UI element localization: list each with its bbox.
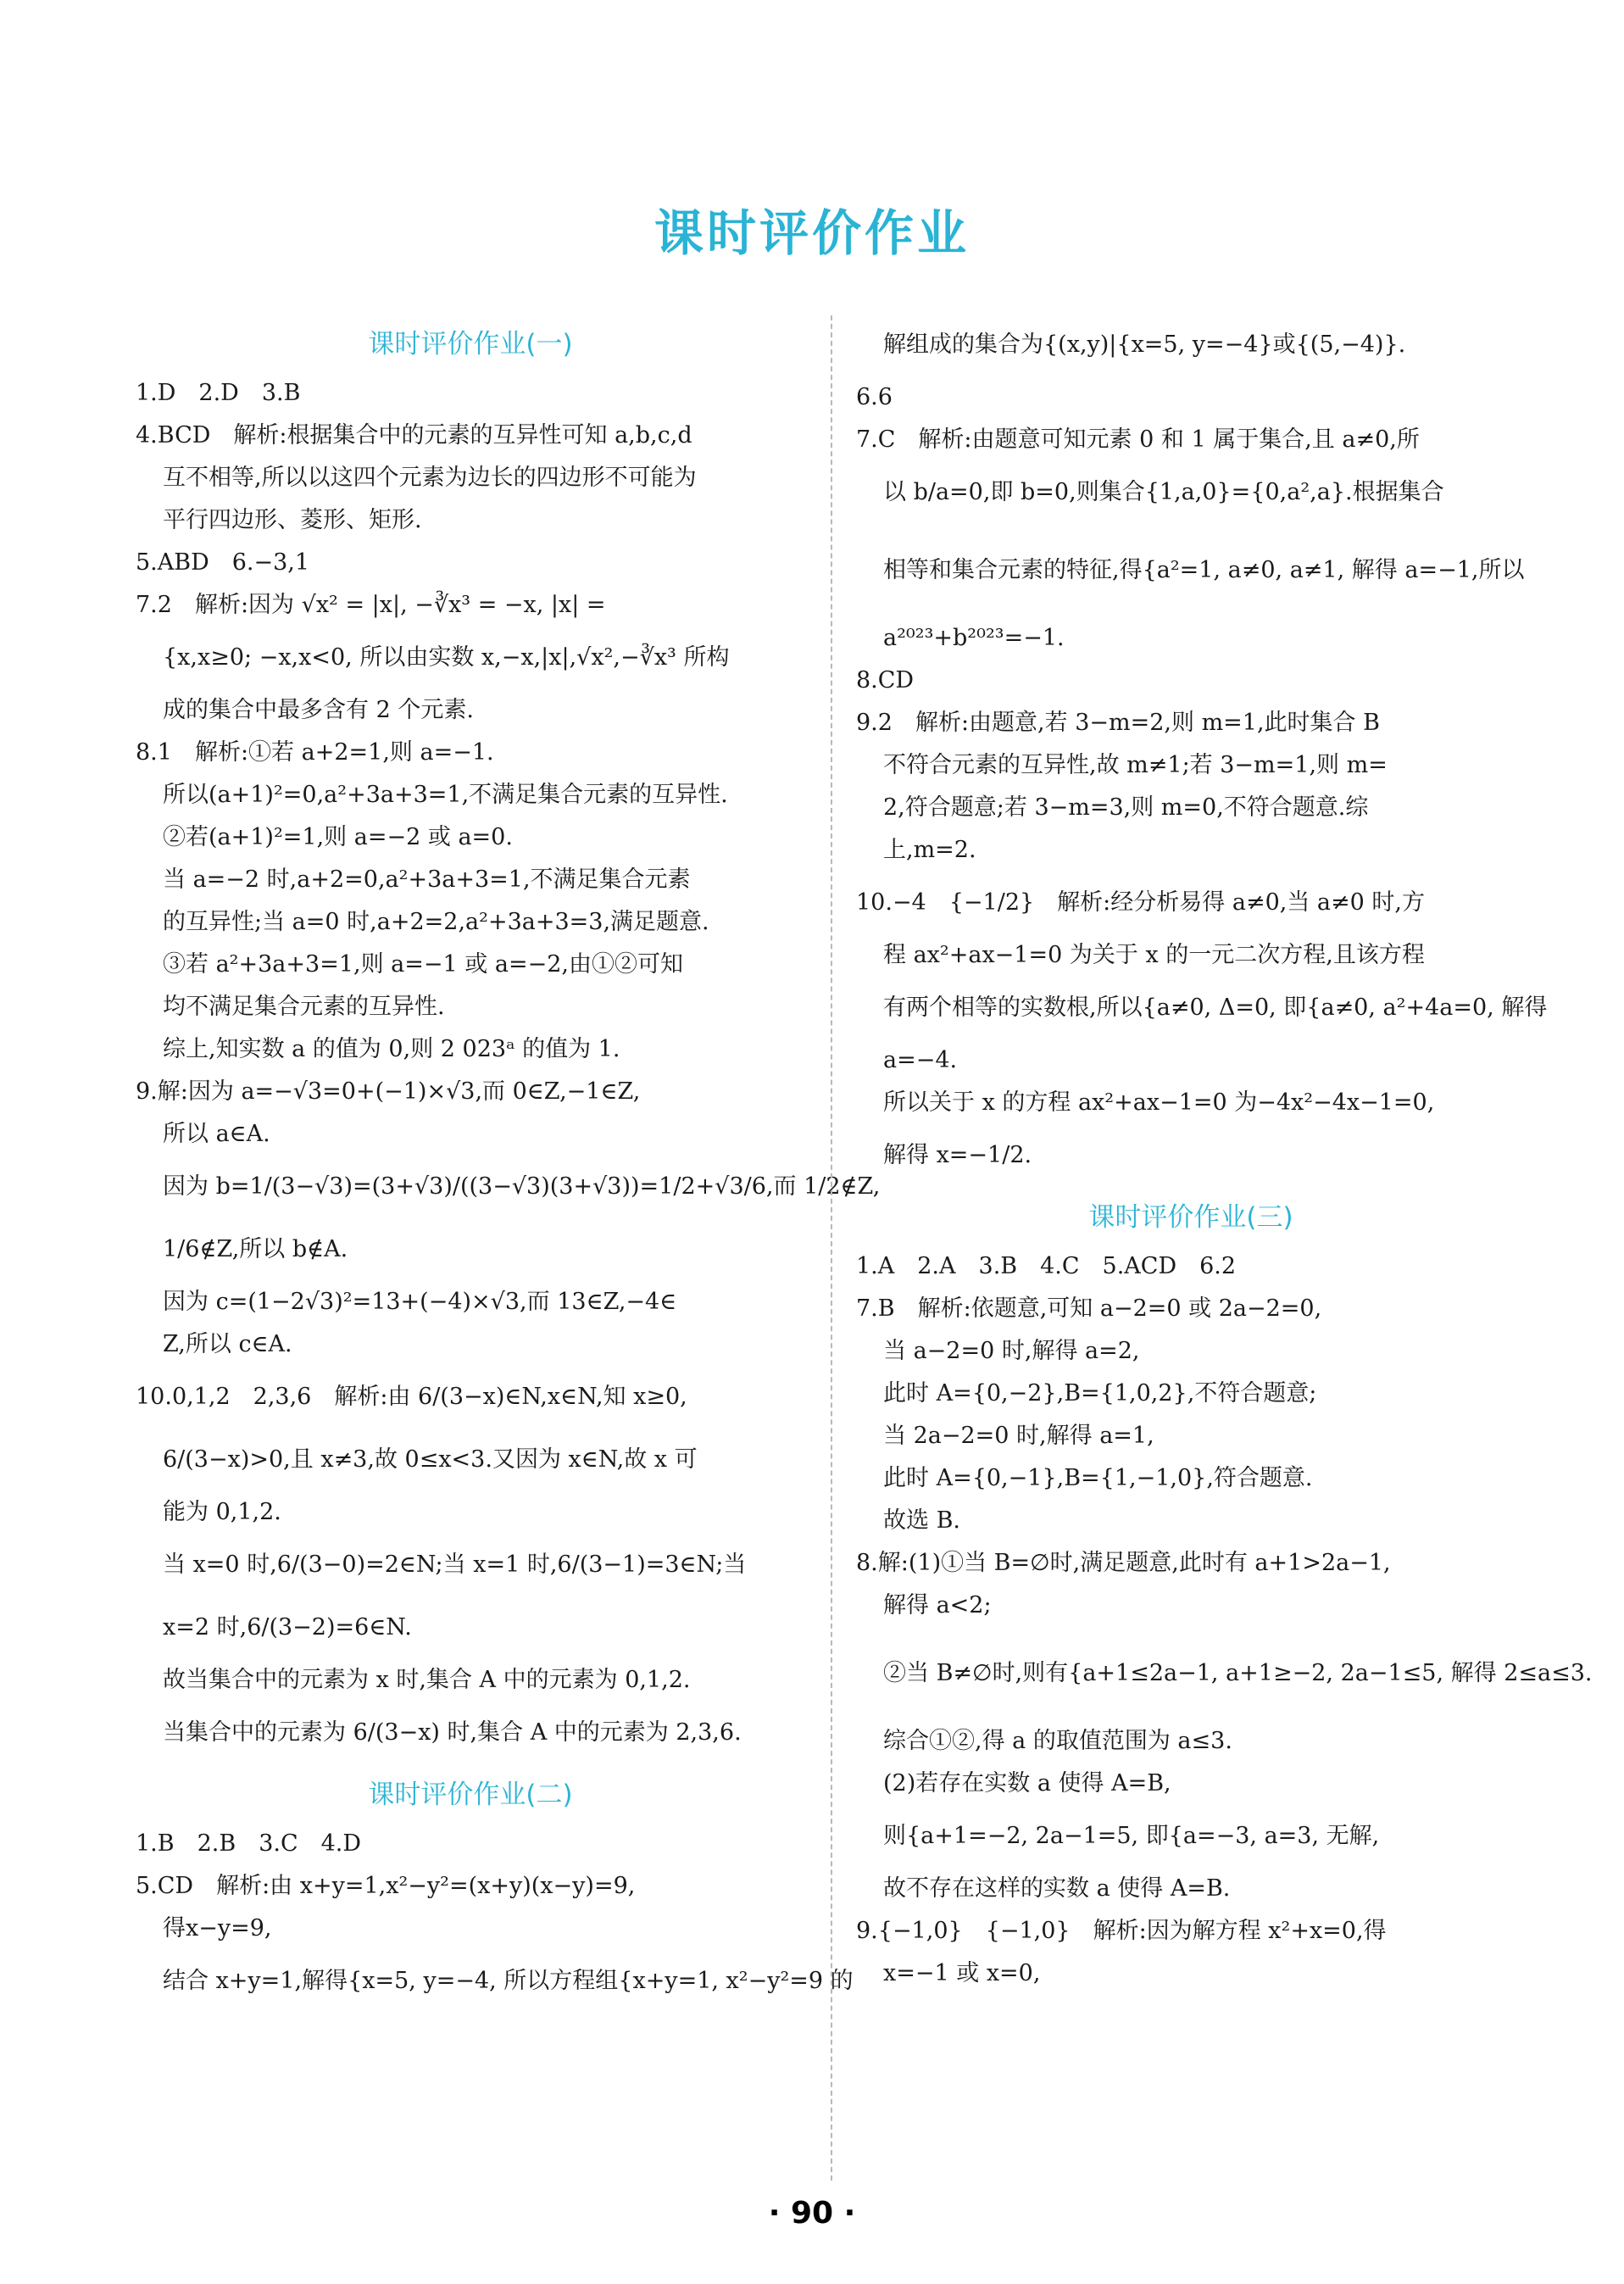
answer-line: 有两个相等的实数根,所以{a≠0, Δ=0, 即{a≠0, a²+4a=0, 解得 (883, 994, 1548, 1021)
answer-line: 所以 a∈A. (163, 1121, 270, 1147)
answer-line: 平行四边形、菱形、矩形. (163, 507, 422, 533)
answer-line: 7.B 解析:依题意,可知 a−2=0 或 2a−2=0, (856, 1295, 1322, 1322)
answer-line: 6/(3−x)>0,且 x≠3,故 0≤x<3.又因为 x∈N,故 x 可 (163, 1446, 698, 1473)
page-number: · 90 · (768, 2196, 856, 2231)
answer-line: 所以(a+1)²=0,a²+3a+3=1,不满足集合元素的互异性. (163, 782, 728, 808)
answer-line: 此时 A={0,−2},B={1,0,2},不符合题意; (883, 1380, 1317, 1407)
answer-line: 当 x=0 时,6/(3−0)=2∈N;当 x=1 时,6/(3−1)=3∈N;当 (163, 1551, 747, 1578)
answer-line: 故选 B. (883, 1507, 961, 1534)
answer-line: a=−4. (883, 1047, 958, 1073)
answer-line: 故当集合中的元素为 x 时,集合 A 中的元素为 0,1,2. (163, 1667, 691, 1693)
answer-line: 9.2 解析:由题意,若 3−m=2,则 m=1,此时集合 B (856, 710, 1380, 736)
answer-line: 所以关于 x 的方程 ax²+ax−1=0 为−4x²−4x−1=0, (883, 1089, 1435, 1116)
section-heading: 课时评价作业(三) (1088, 1202, 1293, 1233)
answer-line: 10.−4 {−1/2} 解析:经分析易得 a≠0,当 a≠0 时,方 (856, 889, 1425, 916)
answer-line: 5.CD 解析:由 x+y=1,x²−y²=(x+y)(x−y)=9, (136, 1873, 636, 1899)
answer-line: 上,m=2. (883, 837, 976, 863)
answer-line: 当集合中的元素为 6/(3−x) 时,集合 A 中的元素为 2,3,6. (163, 1719, 742, 1746)
answer-line: 当 2a−2=0 时,解得 a=1, (883, 1423, 1154, 1449)
answer-line: 8.CD (856, 667, 915, 694)
answer-line: Z,所以 c∈A. (163, 1331, 292, 1357)
answer-line: 成的集合中最多含有 2 个元素. (163, 697, 474, 723)
answer-line: 解组成的集合为{(x,y)|{x=5, y=−4}或{(5,−4)}. (883, 331, 1406, 358)
answer-line: 相等和集合元素的特征,得{a²=1, a≠0, a≠1, 解得 a=−1,所以 (883, 557, 1525, 583)
answer-line: 的互异性;当 a=0 时,a+2=2,a²+3a+3=3,满足题意. (163, 909, 709, 935)
column-divider (831, 315, 832, 2181)
answer-line: 当 a−2=0 时,解得 a=2, (883, 1338, 1140, 1364)
answer-line: 6.6 (856, 384, 893, 410)
answer-line: 解得 x=−1/2. (883, 1142, 1032, 1168)
answer-line: x=−1 或 x=0, (883, 1960, 1041, 1986)
answer-line: 因为 b=1/(3−√3)=(3+√3)/((3−√3)(3+√3))=1/2+√3/6,而 1/2∉Z, (163, 1173, 881, 1200)
answer-line: 1.D 2.D 3.B (136, 380, 301, 406)
answer-line: 1/6∉Z,所以 b∉A. (163, 1236, 348, 1262)
answer-line: 则{a+1=−2, 2a−1=5, 即{a=−3, a=3, 无解, (883, 1823, 1380, 1849)
answer-line: 10.0,1,2 2,3,6 解析:由 6/(3−x)∈N,x∈N,知 x≥0, (136, 1384, 687, 1410)
answer-line: 得x−y=9, (163, 1915, 272, 1941)
answer-line: ③若 a²+3a+3=1,则 a=−1 或 a=−2,由①②可知 (163, 951, 683, 978)
answer-line: 互不相等,所以以这四个元素为边长的四边形不可能为 (163, 465, 697, 491)
answer-line: 此时 A={0,−1},B={1,−1,0},符合题意. (883, 1465, 1313, 1491)
answer-line: 7.2 解析:因为 √x² = |x|, −∛x³ = −x, |x| = (136, 592, 606, 618)
answer-line: 程 ax²+ax−1=0 为关于 x 的一元二次方程,且该方程 (883, 942, 1425, 968)
answer-line: (2)若存在实数 a 使得 A=B, (883, 1770, 1171, 1797)
section-heading: 课时评价作业(一) (368, 329, 573, 359)
answer-line: ②若(a+1)²=1,则 a=−2 或 a=0. (163, 824, 513, 850)
answer-line: 以 b/a=0,即 b=0,则集合{1,a,0}={0,a²,a}.根据集合 (883, 479, 1444, 505)
answer-line: 均不满足集合元素的互异性. (163, 994, 445, 1020)
right-column (856, 314, 1593, 1995)
answer-line: 当 a=−2 时,a+2=0,a²+3a+3=1,不满足集合元素 (163, 866, 691, 893)
answer-line: 4.BCD 解析:根据集合中的元素的互异性可知 a,b,c,d (136, 422, 692, 448)
answer-line: 能为 0,1,2. (163, 1499, 281, 1525)
answer-line: {x,x≥0; −x,x<0, 所以由实数 x,−x,|x|,√x²,−∛x³ 所构 (163, 644, 730, 671)
answer-line: 不符合元素的互异性,故 m≠1;若 3−m=1,则 m= (883, 752, 1388, 778)
answer-line: 8.解:(1)①当 B=∅时,满足题意,此时有 a+1>2a−1, (856, 1550, 1391, 1576)
answer-line: 9.解:因为 a=−√3=0+(−1)×√3,而 0∈Z,−1∈Z, (136, 1078, 641, 1105)
answer-line: 1.A 2.A 3.B 4.C 5.ACD 6.2 (856, 1253, 1237, 1279)
answer-line: 7.C 解析:由题意可知元素 0 和 1 属于集合,且 a≠0,所 (856, 426, 1420, 453)
answer-line: 故不存在这样的实数 a 使得 A=B. (883, 1875, 1231, 1902)
answer-line: a²⁰²³+b²⁰²³=−1. (883, 625, 1065, 651)
section-heading: 课时评价作业(二) (368, 1780, 573, 1810)
answer-line: 解得 a<2; (883, 1592, 992, 1618)
answer-line: 结合 x+y=1,解得{x=5, y=−4, 所以方程组{x+y=1, x²−y²=9 的 (163, 1968, 854, 1994)
answer-line: 1.B 2.B 3.C 4.D (136, 1830, 362, 1857)
answer-line: 综合①②,得 a 的取值范围为 a≤3. (883, 1728, 1232, 1754)
answer-line: 因为 c=(1−2√3)²=13+(−4)×√3,而 13∈Z,−4∈ (163, 1289, 677, 1315)
answer-line: x=2 时,6/(3−2)=6∈N. (163, 1614, 412, 1641)
answer-line: 9.{−1,0} {−1,0} 解析:因为解方程 x²+x=0,得 (856, 1918, 1387, 1944)
page-title: 课时评价作业 (653, 204, 970, 262)
answer-line: 综上,知实数 a 的值为 0,则 2 023ᵃ 的值为 1. (163, 1036, 620, 1062)
answer-line: 2,符合题意;若 3−m=3,则 m=0,不符合题意.综 (883, 794, 1369, 821)
answer-line: ②当 B≠∅时,则有{a+1≤2a−1, a+1≥−2, 2a−1≤5, 解得 2≤a≤3. (883, 1660, 1593, 1686)
answer-line: 5.ABD 6.−3,1 (136, 549, 310, 576)
answer-line: 8.1 解析:①若 a+2=1,则 a=−1. (136, 739, 494, 766)
